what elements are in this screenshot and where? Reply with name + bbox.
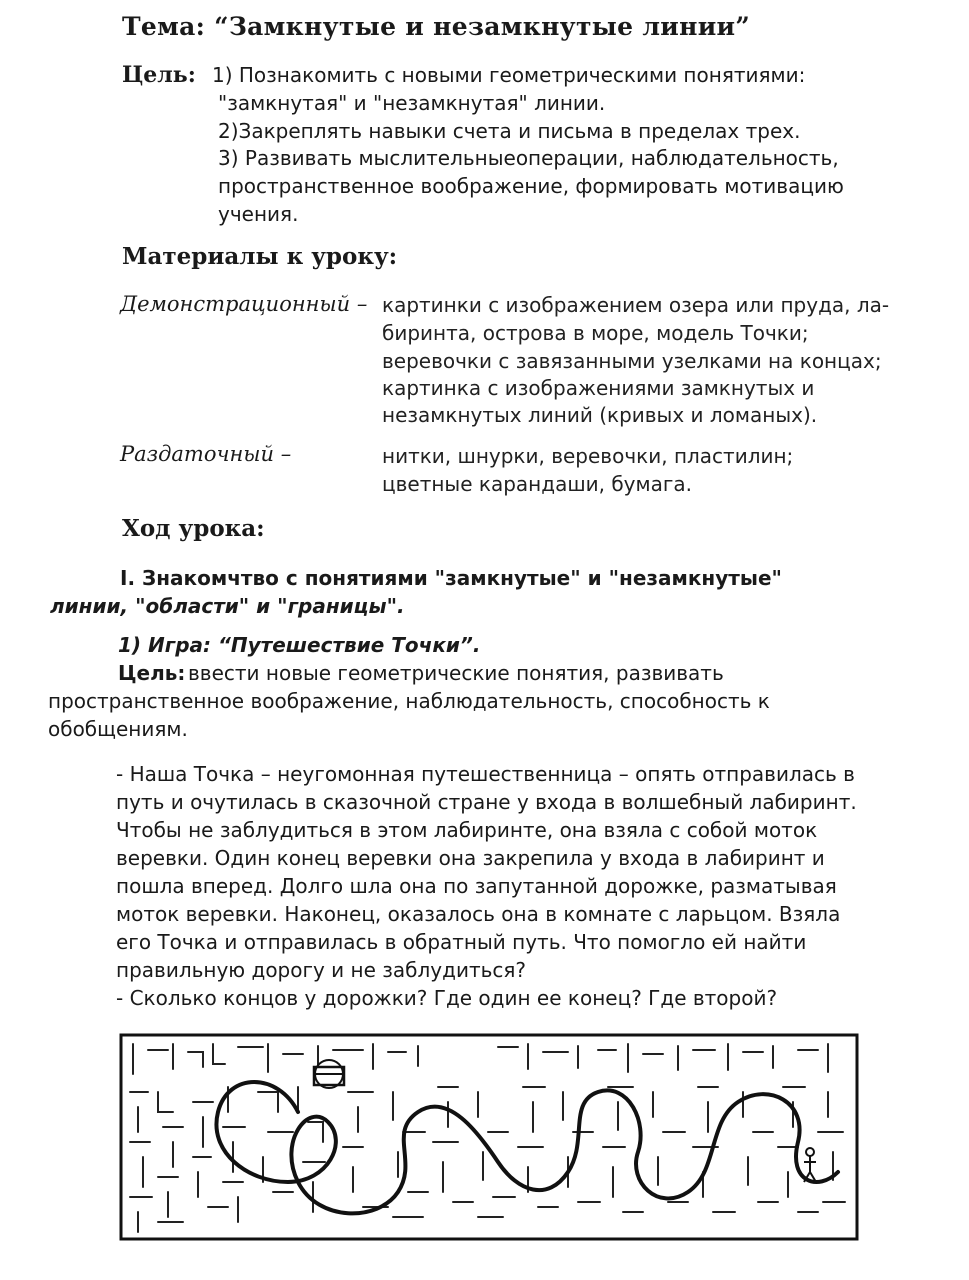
demo-line: биринта, острова в море, модель Точки; <box>382 321 809 345</box>
game-goal-line: ввести новые геометрические понятия, развивать <box>188 661 724 685</box>
story-line: - Сколько концов у дорожки? Где один ее конец? Где второй? <box>116 986 778 1010</box>
story-line: Чтобы не заблудиться в этом лабиринте, она взяла с собой моток <box>116 818 818 842</box>
story-line: веревки. Один конец веревки она закрепила у входа в лабиринт и <box>116 846 825 870</box>
goal-line: 2)Закреплять навыки счета и письма в пределах трех. <box>218 119 801 143</box>
game-goal-label: Цель: <box>118 661 186 685</box>
story-line: его Точка и отправилась в обратный путь. Что помогло ей найти <box>116 930 807 954</box>
game-goal-line: пространственное воображение, наблюдательность, способность к <box>48 689 770 713</box>
goal-line: "замкнутая" и "незамкнутая" линии. <box>218 91 606 115</box>
section-heading: линии, "области" и "границы". <box>50 594 405 618</box>
goal-line: 1) Познакомить с новыми геометрическими понятиями: <box>212 63 806 87</box>
goal-label: Цель: <box>122 62 196 88</box>
goal-line: учения. <box>218 202 299 226</box>
goal-line: пространственное воображение, формировать мотивацию <box>218 174 844 198</box>
lesson-heading: Ход урока: <box>122 515 265 542</box>
materials-heading: Материалы к уроку: <box>122 243 398 270</box>
handout-line: цветные карандаши, бумага. <box>382 472 692 496</box>
story-line: пошла вперед. Долго шла она по запутанной дорожке, разматывая <box>116 874 837 898</box>
game-goal-line: обобщениям. <box>48 717 188 741</box>
handout-line: нитки, шнурки, веревочки, пластилин; <box>382 444 794 468</box>
labyrinth-drawing-icon <box>118 1032 860 1242</box>
demo-line: картинки с изображением озера или пруда, ла- <box>382 293 890 317</box>
demo-line: картинка с изображениями замкнутых и <box>382 376 815 400</box>
story-line: путь и очутилась в сказочной стране у входа в волшебный лабиринт. <box>116 790 857 814</box>
goal-line: 3) Развивать мыслительныеоперации, наблюдательность, <box>218 146 839 170</box>
story-line: моток веревки. Наконец, оказалось она в комнате с ларьцом. Взяла <box>116 902 841 926</box>
game-title: 1) Игра: “Путешествие Точки”. <box>118 633 481 657</box>
handout-label: Раздаточный – <box>120 442 292 466</box>
demo-line: незамкнутых линий (кривых и ломаных). <box>382 403 818 427</box>
section-heading: I. Знакомчтво с понятиями "замкнутые" и "незамкнутые" <box>120 566 782 590</box>
demo-line: веревочки с завязанными узелками на концах; <box>382 349 882 373</box>
demo-label: Демонстрационный – <box>120 292 368 316</box>
page-title: Тема: “Замкнутые и незамкнутые линии” <box>122 12 751 41</box>
story-line: правильную дорогу и не заблудиться? <box>116 958 527 982</box>
story-line: - Наша Точка – неугомонная путешественница – опять отправилась в <box>116 762 855 786</box>
